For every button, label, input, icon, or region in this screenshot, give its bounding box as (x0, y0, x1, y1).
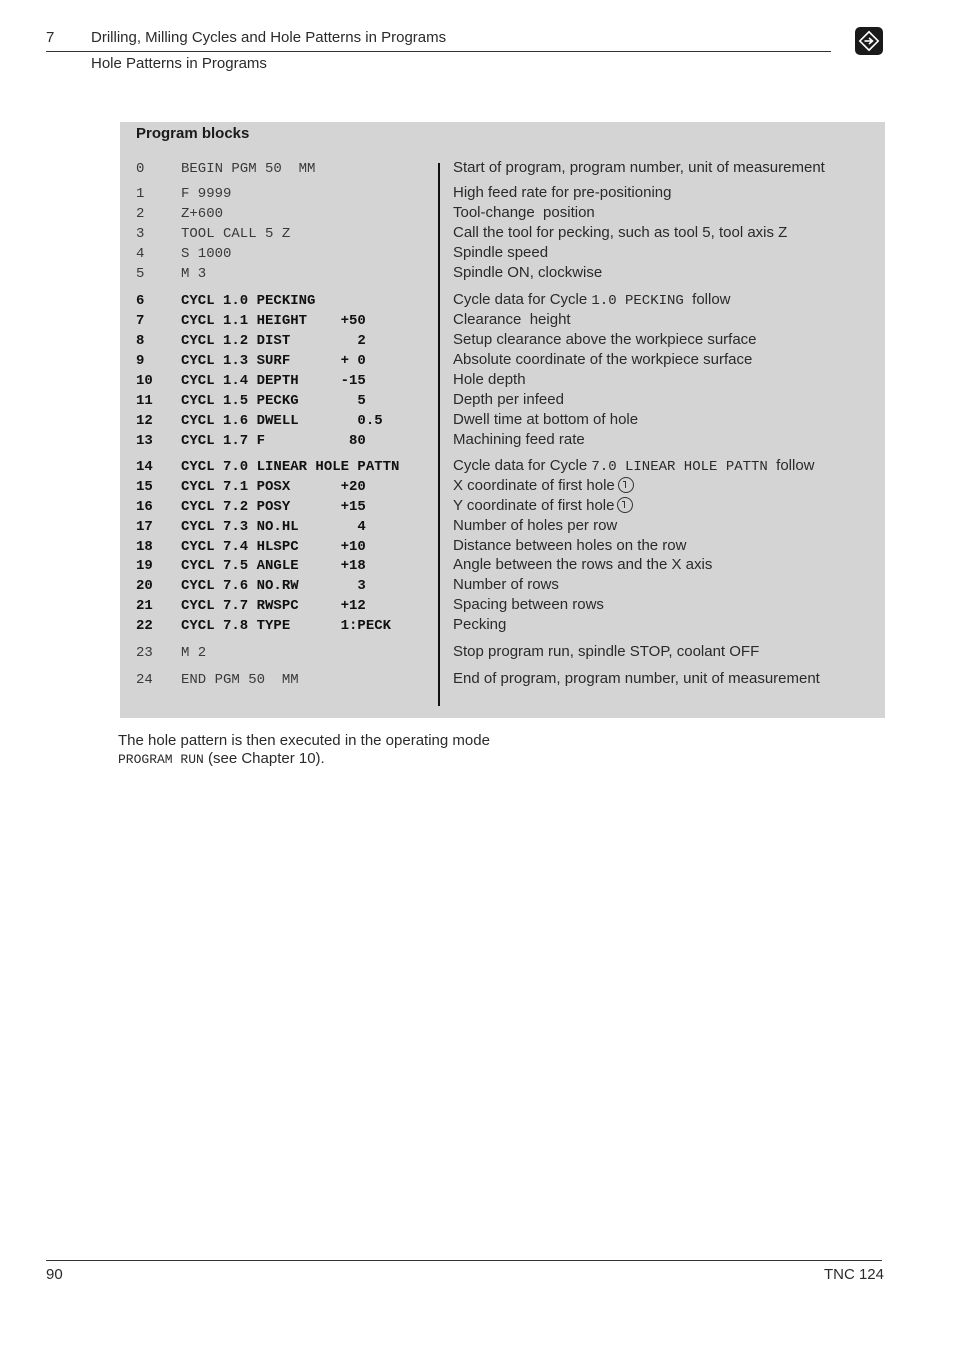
block-description: Start of program, program number, unit of measurement (453, 159, 825, 176)
block-number: 1 (136, 186, 145, 202)
cycle-name: 1.0 PECKING (591, 293, 684, 309)
footer-divider (46, 1260, 882, 1261)
block-number: 17 (136, 519, 153, 535)
paragraph-line-1: The hole pattern is then executed in the operating mode (118, 732, 490, 749)
block-description: Absolute coordinate of the workpiece surface (453, 351, 753, 368)
block-number: 10 (136, 373, 153, 389)
program-row (120, 244, 885, 264)
block-description: Depth per infeed (453, 391, 564, 408)
block-number: 3 (136, 226, 145, 242)
block-description (453, 477, 634, 494)
desc-suffix: follow (767, 457, 815, 474)
block-description (453, 457, 815, 475)
paragraph-line-2 (118, 750, 490, 769)
block-code: CYCL 1.3 SURF + 0 (181, 353, 366, 369)
desc-text: Y coordinate of first hole (453, 497, 615, 514)
block-number: 6 (136, 293, 145, 309)
block-code: M 3 (181, 266, 207, 282)
program-row (120, 616, 885, 636)
circled-1-icon (618, 477, 634, 493)
block-description (453, 497, 633, 514)
block-number: 4 (136, 246, 145, 262)
block-code: END PGM 50 MM (181, 672, 299, 688)
block-description: Angle between the rows and the X axis (453, 556, 713, 573)
block-description: High feed rate for pre-positioning (453, 184, 672, 201)
navigation-arrow-icon (855, 27, 883, 55)
chapter-title: Drilling, Milling Cycles and Hole Patterns in Programs (91, 29, 447, 46)
desc-prefix: Cycle data for Cycle (453, 457, 592, 474)
block-number: 0 (136, 161, 145, 177)
block-code: CYCL 1.0 PECKING (181, 293, 316, 309)
block-description: Spindle ON, clockwise (453, 264, 603, 281)
block-code: BEGIN PGM 50 MM (181, 161, 316, 177)
section-title: Hole Patterns in Programs (91, 55, 267, 72)
block-number: 20 (136, 578, 153, 594)
header-divider (46, 51, 831, 52)
cycle-name: 7.0 LINEAR HOLE PATTN (591, 459, 768, 475)
program-row (120, 497, 885, 517)
block-description: Number of holes per row (453, 517, 618, 534)
block-number: 7 (136, 313, 145, 329)
block-number: 21 (136, 598, 153, 614)
block-description: Spacing between rows (453, 596, 604, 613)
block-code: CYCL 1.2 DIST 2 (181, 333, 366, 349)
block-code: CYCL 7.2 POSY +15 (181, 499, 366, 515)
program-row (120, 224, 885, 244)
desc-prefix: Cycle data for Cycle (453, 291, 592, 308)
program-row (120, 159, 885, 179)
block-number: 5 (136, 266, 145, 282)
program-row (120, 184, 885, 204)
program-row (120, 477, 885, 497)
chapter-number: 7 (46, 29, 55, 46)
block-code: Z+600 (181, 206, 224, 222)
program-row (120, 351, 885, 371)
block-number: 24 (136, 672, 153, 688)
program-row (120, 596, 885, 616)
block-number: 23 (136, 645, 153, 661)
program-row (120, 331, 885, 351)
block-description: Distance between holes on the row (453, 537, 687, 554)
program-row (120, 391, 885, 411)
circled-1-icon (617, 497, 633, 513)
program-row (120, 556, 885, 576)
block-code: CYCL 7.3 NO.HL 4 (181, 519, 366, 535)
block-number: 11 (136, 393, 153, 409)
block-description: End of program, program number, unit of measurement (453, 670, 820, 687)
block-code: CYCL 1.4 DEPTH -15 (181, 373, 366, 389)
block-number: 22 (136, 618, 153, 634)
block-description: Call the tool for pecking, such as tool 5, tool axis Z (453, 224, 788, 241)
block-description: Pecking (453, 616, 507, 633)
program-row (120, 311, 885, 331)
body-paragraph (118, 732, 490, 769)
block-description: Machining feed rate (453, 431, 585, 448)
program-row (120, 371, 885, 391)
block-code: CYCL 1.5 PECKG 5 (181, 393, 366, 409)
page-number: 90 (46, 1266, 63, 1283)
block-number: 9 (136, 353, 145, 369)
block-code: CYCL 7.8 TYPE 1:PECK (181, 618, 392, 634)
block-description: Number of rows (453, 576, 559, 593)
block-code: CYCL 7.1 POSX +20 (181, 479, 366, 495)
desc-text: X coordinate of first hole (453, 477, 615, 494)
program-row (120, 517, 885, 537)
block-code: CYCL 1.7 F 80 (181, 433, 366, 449)
block-number: 8 (136, 333, 145, 349)
block-description: Tool-change position (453, 204, 595, 221)
block-description (453, 291, 731, 309)
program-row (120, 204, 885, 224)
block-description: Dwell time at bottom of hole (453, 411, 639, 428)
product-model: TNC 124 (823, 1266, 884, 1283)
block-code: CYCL 7.7 RWSPC +12 (181, 598, 366, 614)
block-code: CYCL 7.4 HLSPC +10 (181, 539, 366, 555)
block-number: 13 (136, 433, 153, 449)
block-code: CYCL 7.0 LINEAR HOLE PATTN (181, 459, 400, 475)
block-number: 2 (136, 206, 145, 222)
block-code: CYCL 7.6 NO.RW 3 (181, 578, 366, 594)
block-code: TOOL CALL 5 Z (181, 226, 291, 242)
block-number: 19 (136, 558, 153, 574)
block-description: Hole depth (453, 371, 526, 388)
program-row (120, 537, 885, 557)
block-number: 14 (136, 459, 153, 475)
program-blocks-panel (120, 122, 885, 718)
panel-title: Program blocks (136, 125, 250, 142)
program-row (120, 643, 885, 663)
program-row (120, 457, 885, 477)
program-row (120, 670, 885, 690)
program-row (120, 264, 885, 284)
program-row (120, 291, 885, 311)
block-code: CYCL 1.1 HEIGHT +50 (181, 313, 366, 329)
program-row (120, 411, 885, 431)
block-number: 16 (136, 499, 153, 515)
block-code: CYCL 7.5 ANGLE +18 (181, 558, 366, 574)
block-number: 18 (136, 539, 153, 555)
block-code: S 1000 (181, 246, 232, 262)
program-row (120, 431, 885, 451)
block-code: CYCL 1.6 DWELL 0.5 (181, 413, 383, 429)
operating-mode-name: PROGRAM RUN (118, 752, 204, 767)
block-code: M 2 (181, 645, 207, 661)
block-description: Clearance height (453, 311, 571, 328)
block-number: 15 (136, 479, 153, 495)
paragraph-line-2-rest: (see Chapter 10). (203, 750, 325, 767)
block-number: 12 (136, 413, 153, 429)
block-description: Setup clearance above the workpiece surface (453, 331, 757, 348)
block-description: Stop program run, spindle STOP, coolant OFF (453, 643, 760, 660)
program-row (120, 576, 885, 596)
block-code: F 9999 (181, 186, 232, 202)
desc-suffix: follow (683, 291, 731, 308)
block-description: Spindle speed (453, 244, 549, 261)
